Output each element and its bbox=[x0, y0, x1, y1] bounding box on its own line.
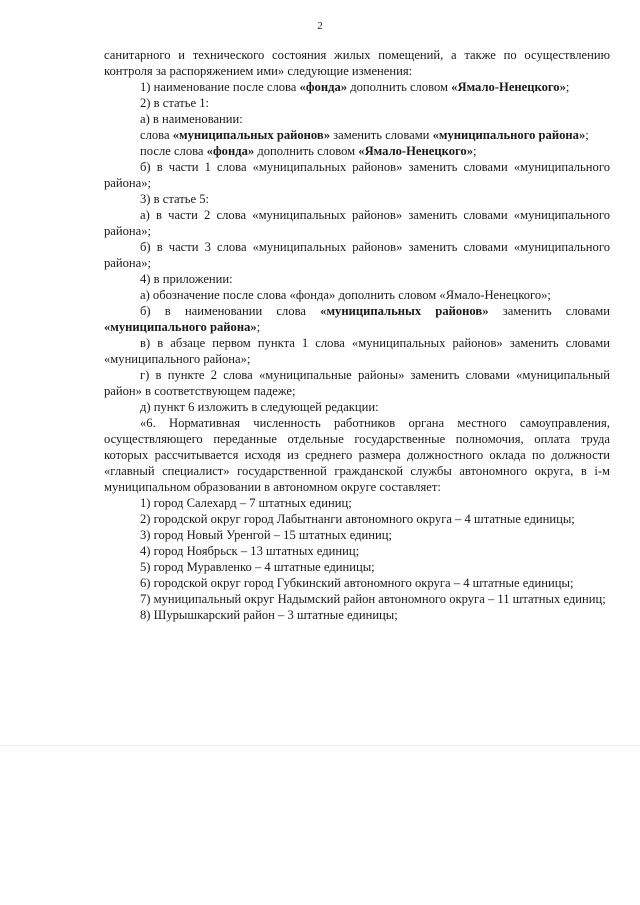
text: 6) городской округ город Губкинский автономного округа – 4 штатные единицы; bbox=[140, 576, 574, 590]
bold-text: «фонда» bbox=[206, 144, 255, 158]
text: дополнить словом bbox=[347, 80, 452, 94]
paragraph bbox=[104, 111, 610, 127]
bold-text: «муниципальных районов» bbox=[172, 128, 331, 142]
text: а) в части 2 слова «муниципальных районов» заменить словами «муниципального района»; bbox=[104, 208, 610, 238]
text: слова bbox=[140, 128, 173, 142]
text: 1) город Салехард – 7 штатных единиц; bbox=[140, 496, 352, 510]
text: 4) город Ноябрьск – 13 штатных единиц; bbox=[140, 544, 360, 558]
paragraph bbox=[104, 335, 610, 367]
paragraph bbox=[104, 127, 610, 143]
page-divider bbox=[0, 745, 640, 746]
bold-text: «муниципального района» bbox=[432, 128, 586, 142]
text: б) в части 1 слова «муниципальных районов» заменить словами «муниципального района»; bbox=[104, 160, 610, 190]
paragraph bbox=[104, 159, 610, 191]
paragraph bbox=[104, 575, 610, 591]
text: в) в абзаце первом пункта 1 слова «муниципальных районов» заменить словами «муниципального района»; bbox=[104, 336, 610, 366]
paragraph bbox=[104, 495, 610, 511]
text: а) в наименовании: bbox=[140, 112, 243, 126]
text: ; bbox=[256, 320, 261, 334]
text: дополнить словом bbox=[254, 144, 359, 158]
text: б) в части 3 слова «муниципальных районов» заменить словами «муниципального района»; bbox=[104, 240, 610, 270]
text: заменить словами bbox=[330, 128, 433, 142]
text: 7) муниципальный округ Надымский район автономного округа – 11 штатных единиц; bbox=[140, 592, 606, 606]
paragraph bbox=[104, 543, 610, 559]
paragraph bbox=[104, 591, 610, 607]
paragraph bbox=[104, 207, 610, 239]
paragraph bbox=[104, 303, 610, 335]
paragraph bbox=[104, 607, 610, 623]
text: а) обозначение после слова «фонда» дополнить словом «Ямало-Ненецкого»; bbox=[140, 288, 551, 302]
text: ; bbox=[585, 128, 589, 142]
paragraph bbox=[104, 559, 610, 575]
text: 4) в приложении: bbox=[140, 272, 233, 286]
text: 2) в статье 1: bbox=[140, 96, 210, 110]
paragraph bbox=[104, 79, 610, 95]
paragraph bbox=[104, 239, 610, 271]
text: 8) Шурышкарский район – 3 штатные единицы; bbox=[140, 608, 398, 622]
paragraph bbox=[104, 95, 610, 111]
paragraph bbox=[104, 415, 610, 495]
bold-text: «фонда» bbox=[299, 80, 348, 94]
text: после слова bbox=[140, 144, 207, 158]
text: «6. Нормативная численность работников органа местного самоуправления, осуществляющего переданные отдельные государственные полномочия, оплата труда которых рассчитывается исходя из среднего размера должностного оклада по должности «главный специалист» государственной гражданской службы автономного округа, в i-м муниципальном образовании в автономном округе составляет: bbox=[104, 416, 610, 494]
paragraph bbox=[104, 527, 610, 543]
text: б) в наименовании слова bbox=[140, 304, 321, 318]
bold-text: «Ямало-Ненецкого» bbox=[358, 144, 474, 158]
paragraph bbox=[104, 143, 610, 159]
text: санитарного и технического состояния жилых помещений, а также по осуществлению контроля за распоряжением ими» следующие изменения: bbox=[104, 48, 610, 78]
paragraph bbox=[104, 287, 610, 303]
text: ; bbox=[473, 144, 477, 158]
text: 5) город Муравленко – 4 штатные единицы; bbox=[140, 560, 375, 574]
text: 2) городской округ город Лабытнанги автономного округа – 4 штатные единицы; bbox=[140, 512, 575, 526]
paragraph bbox=[104, 47, 610, 79]
text: ; bbox=[565, 80, 570, 94]
text: 3) в статье 5: bbox=[140, 192, 210, 206]
paragraph bbox=[104, 511, 610, 527]
text: д) пункт 6 изложить в следующей редакции: bbox=[140, 400, 379, 414]
text: заменить словами bbox=[488, 304, 611, 318]
text: 1) наименование после слова bbox=[140, 80, 300, 94]
paragraph bbox=[104, 367, 610, 399]
paragraph bbox=[104, 191, 610, 207]
text: 3) город Новый Уренгой – 15 штатных единиц; bbox=[140, 528, 392, 542]
bold-text: «муниципальных районов» bbox=[320, 304, 489, 318]
text: г) в пункте 2 слова «муниципальные районы» заменить словами «муниципальный район» в соответствующем падеже; bbox=[104, 368, 610, 398]
bold-text: «муниципального района» bbox=[104, 320, 257, 334]
paragraph bbox=[104, 399, 610, 415]
paragraph bbox=[104, 271, 610, 287]
document-body bbox=[104, 47, 610, 623]
bold-text: «Ямало-Ненецкого» bbox=[451, 80, 566, 94]
page-number: 2 bbox=[317, 20, 323, 32]
